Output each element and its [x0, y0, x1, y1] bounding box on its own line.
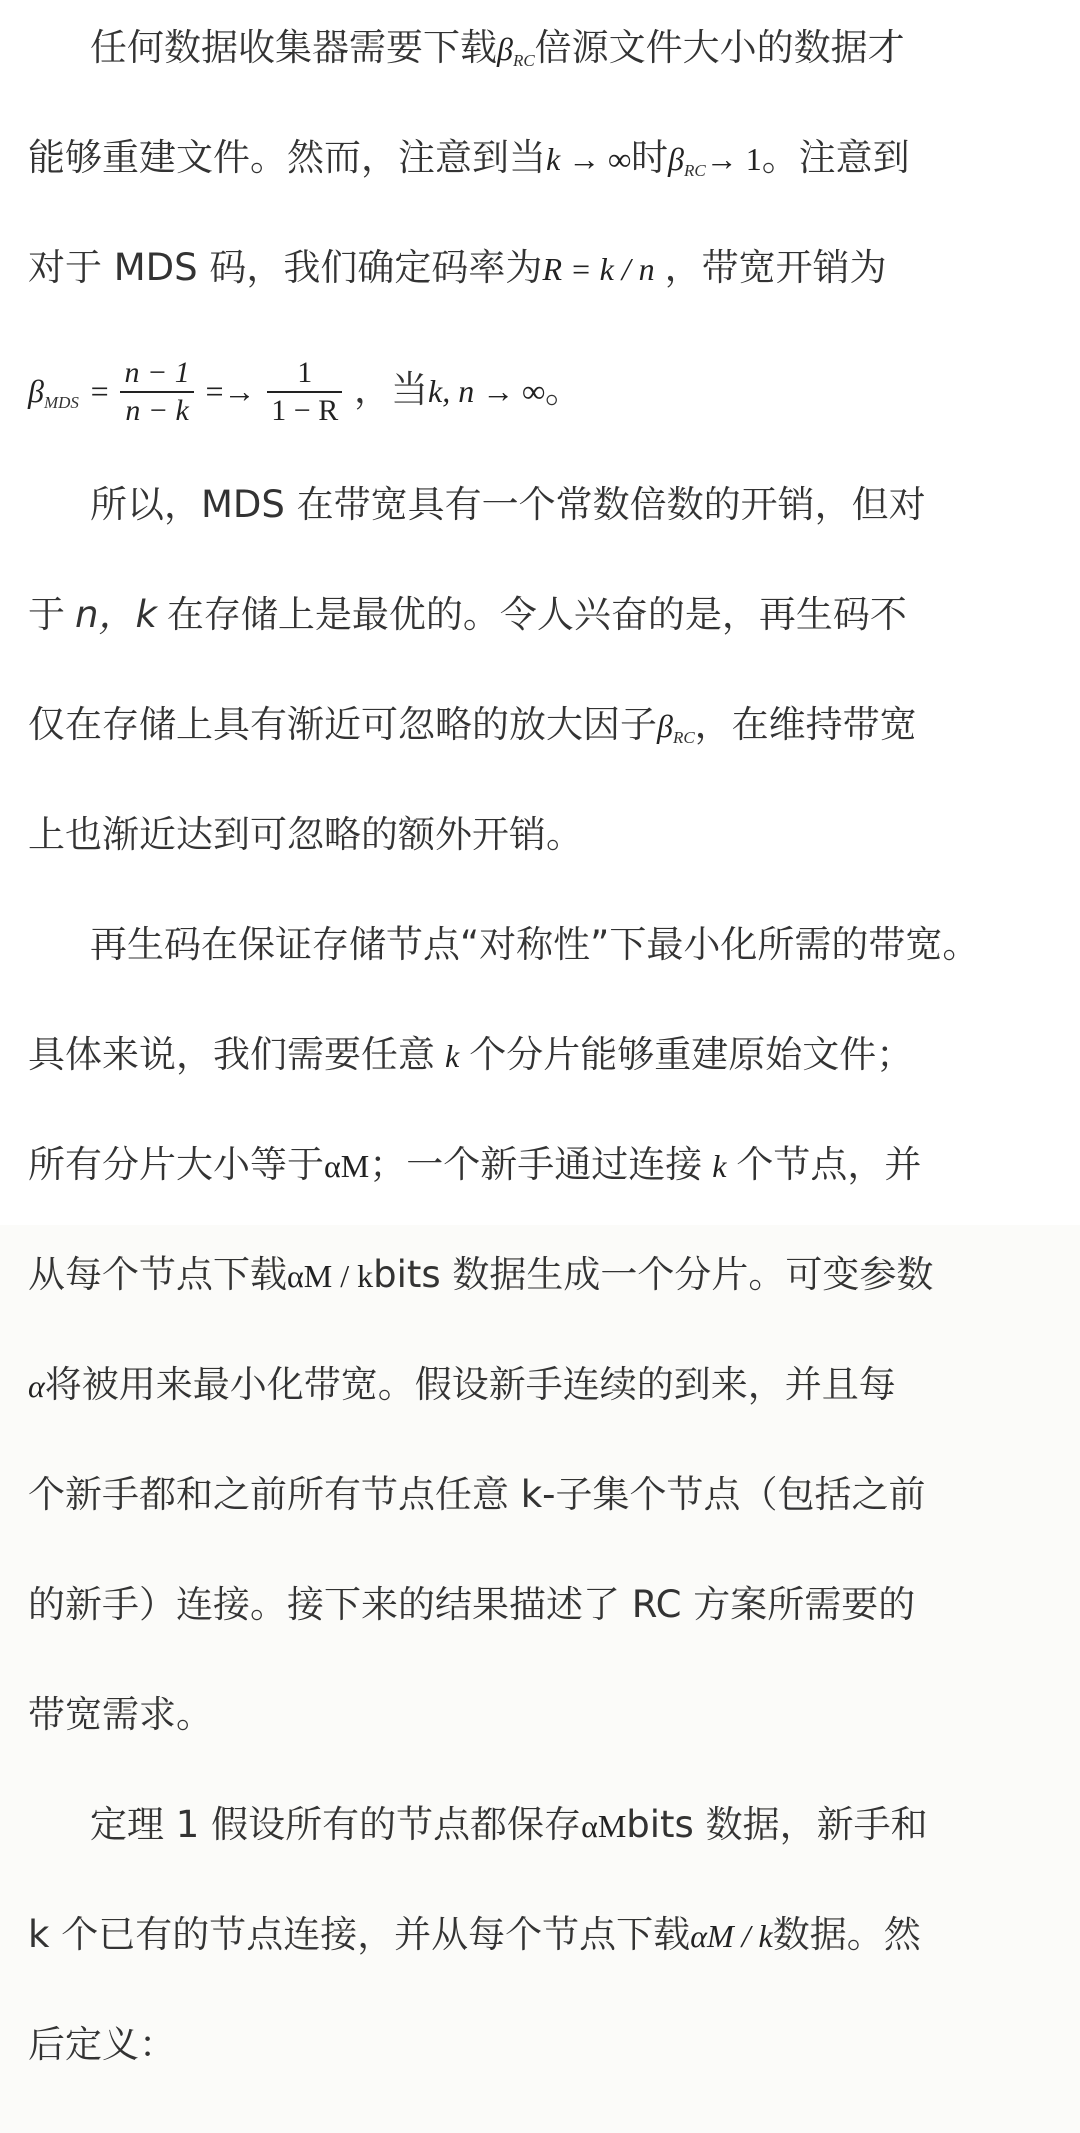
p4-line-1	[90, 1795, 928, 1855]
p1-line-1	[90, 18, 905, 78]
math-alpha: α	[28, 1368, 45, 1404]
math-alpha-m-over-k: αM / k	[690, 1918, 773, 1954]
p2-line-1: 所以，MDS 在带宽具有一个常数倍数的开销，但对	[90, 483, 926, 526]
beta-symbol: β	[657, 708, 673, 744]
p3-line-5	[28, 1355, 896, 1415]
math-alpha-m-over-k: αM / k	[287, 1258, 374, 1294]
text: ；一个新手通过连接	[369, 1143, 703, 1186]
fraction-1-1R: $\frac{1}{1 - R}$	[267, 355, 342, 429]
text: k 个已有的节点连接，并从每个节点下载	[28, 1913, 691, 1956]
math-k: k	[712, 1148, 727, 1184]
text: 对于 MDS 码，我们确定码率为	[28, 246, 543, 289]
p3-line-8: 带宽需求。	[28, 1693, 213, 1736]
text: 时	[631, 136, 669, 179]
p2-line-3	[28, 695, 917, 755]
rc-subscript: RC	[683, 161, 706, 180]
text: 所有分片大小等于	[28, 1143, 324, 1186]
p2-line-2	[28, 585, 907, 645]
p4-line-3: 后定义：	[28, 2023, 176, 2066]
text: 个节点，并	[736, 1143, 922, 1186]
converges-arrow: =→	[205, 373, 256, 409]
text: 于	[28, 593, 65, 636]
text: ，在维持带宽	[694, 703, 917, 746]
text: 仅在存储上具有渐近可忽略的放大因子	[28, 703, 657, 746]
text: 。	[545, 368, 583, 411]
p3-line-4	[28, 1245, 933, 1305]
fraction-n1-nk: $\frac{n - 1}{n - k}$	[120, 355, 193, 429]
text: 能够重建文件。然而，注意到当	[28, 136, 546, 179]
p3-line-7: 的新手）连接。接下来的结果描述了 RC 方案所需要的	[28, 1583, 916, 1626]
p2-line-4: 上也渐近达到可忽略的额外开销。	[28, 813, 583, 856]
text: 任何数据收集器需要下载	[90, 26, 497, 69]
rc-subscript: RC	[672, 728, 695, 747]
math-code-rate: R = k / n	[542, 251, 655, 287]
text: 个分片能够重建原始文件；	[469, 1033, 914, 1076]
p1-line-4	[28, 345, 582, 435]
p3-line-2	[28, 1025, 913, 1085]
math-kn-to-infinity: k, n → ∞	[428, 373, 546, 409]
p1-line-3	[28, 238, 887, 298]
math-alpha-m: αM	[324, 1148, 370, 1184]
text: 将被用来最小化带宽。假设新手连续的到来，并且每	[44, 1363, 896, 1406]
mds-subscript: MDS	[43, 393, 79, 412]
text: 倍源文件大小的数据才	[534, 26, 905, 69]
math-to-one: → 1	[705, 141, 762, 177]
text: 从每个节点下载	[28, 1253, 287, 1296]
text: 具体来说，我们需要任意	[28, 1033, 435, 1076]
text: 。注意到	[761, 136, 910, 179]
text: bits 数据，新手和	[626, 1803, 928, 1846]
beta-symbol: β	[497, 31, 513, 67]
equals-sign: =	[90, 373, 109, 409]
rc-subscript: RC	[512, 51, 535, 70]
text: bits 数据生成一个分片。可变参数	[373, 1253, 934, 1296]
text: 数据。然	[772, 1913, 921, 1956]
text: ，当	[354, 368, 428, 411]
p1-line-2	[28, 128, 910, 188]
p3-line-1: 再生码在保证存储节点“对称性”下最小化所需的带宽。	[90, 923, 980, 966]
p3-line-3	[28, 1135, 921, 1195]
beta-symbol: β	[28, 373, 44, 409]
p3-line-6: 个新手都和之前所有节点任意 k-子集个节点（包括之前	[28, 1473, 926, 1516]
math-k: k	[445, 1038, 460, 1074]
beta-symbol: β	[668, 141, 684, 177]
text: ，带宽开销为	[664, 246, 887, 289]
math-alpha-m: αM	[581, 1808, 627, 1844]
math-k-to-infinity: k → ∞	[546, 141, 632, 177]
math-n-k: n，k	[75, 593, 157, 636]
text: 在存储上是最优的。令人兴奋的是，再生码不	[166, 593, 907, 636]
p4-line-2	[28, 1905, 921, 1965]
text: 定理 1 假设所有的节点都保存	[90, 1803, 582, 1846]
